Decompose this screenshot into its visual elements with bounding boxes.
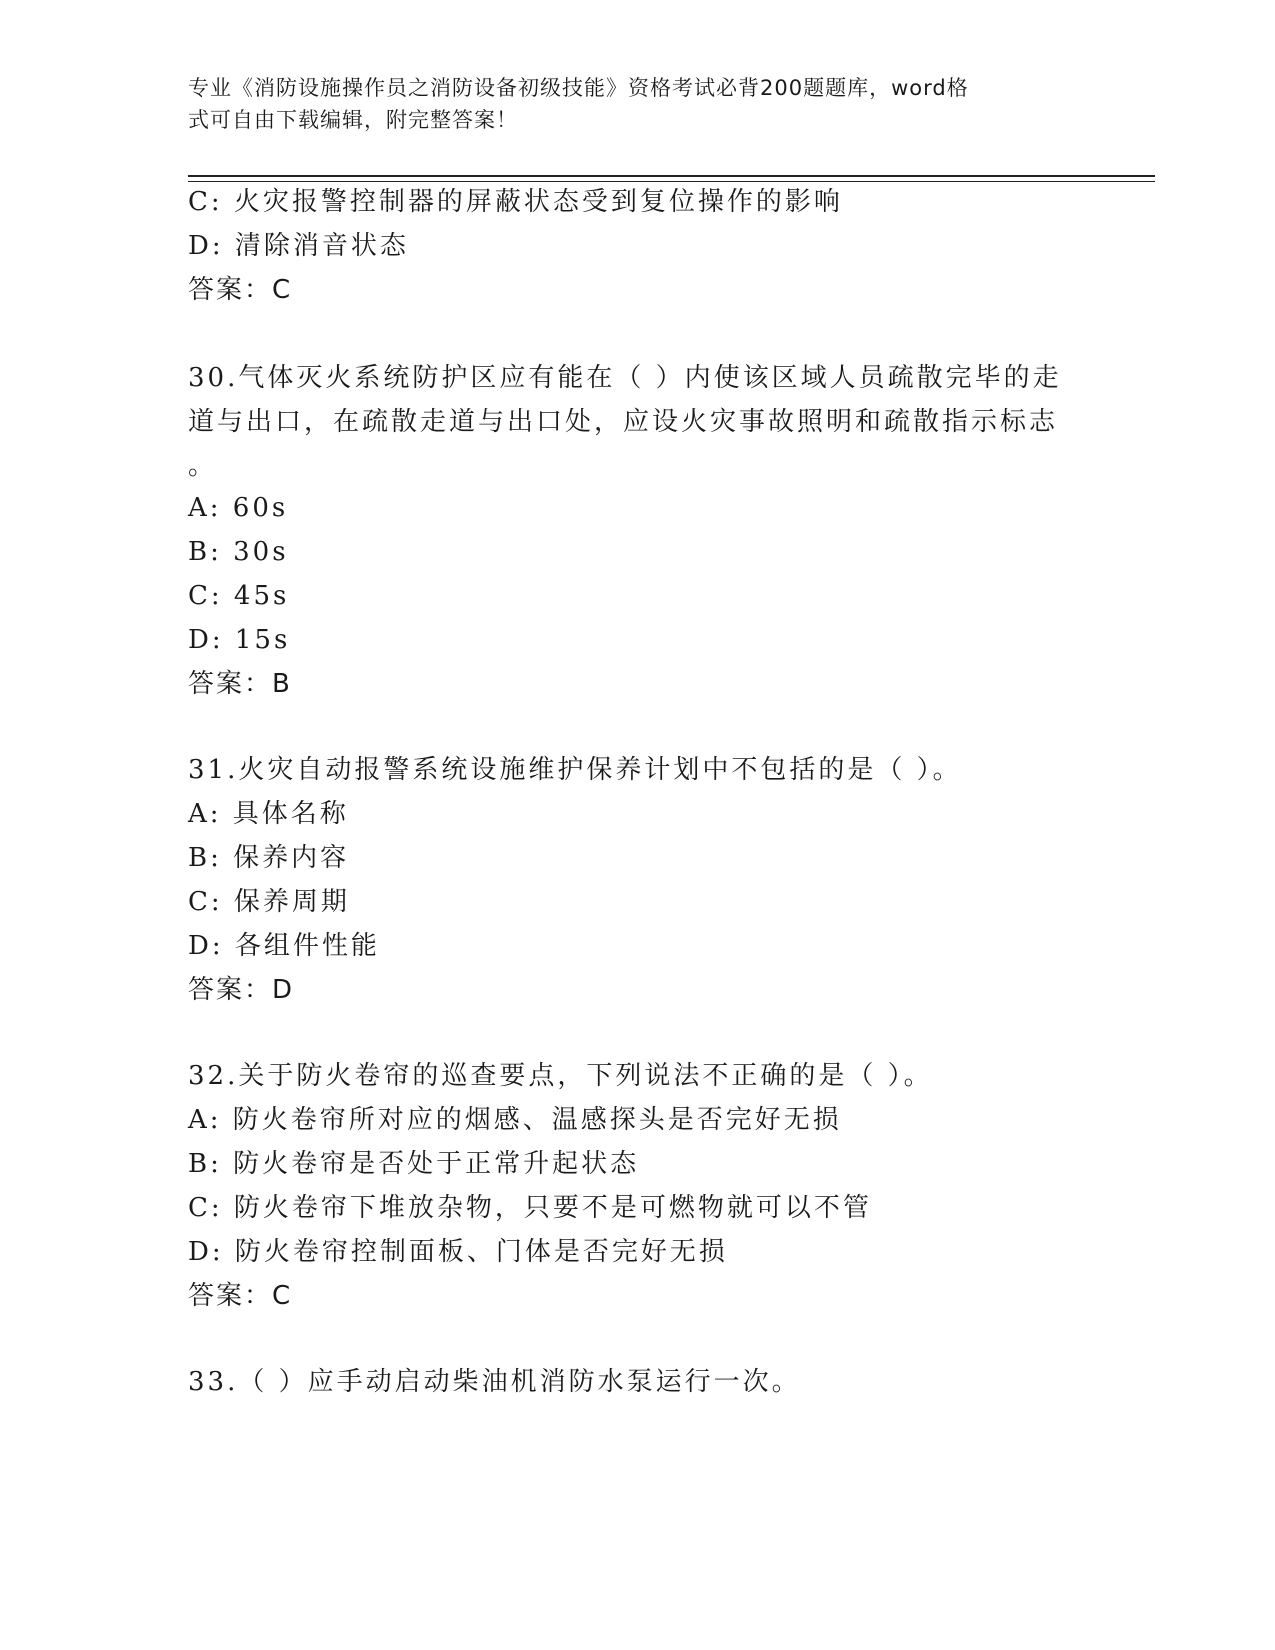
q30-answer: 答案：B	[188, 669, 292, 699]
q33-stem: 33.（ ）应手动启动柴油机消防水泵运行一次。	[188, 1367, 801, 1397]
q32-answer: 答案：C	[188, 1281, 293, 1311]
q30-option-b: B: 30s	[188, 537, 289, 567]
q31-stem: 31.火灾自动报警系统设施维护保养计划中不包括的是（ ）。	[188, 755, 962, 785]
header-rule-thin	[188, 181, 1155, 182]
q31-option-c: C: 保养周期	[188, 887, 350, 917]
q32-option-b: B: 防火卷帘是否处于正常升起状态	[188, 1149, 640, 1179]
q32-stem: 32.关于防火卷帘的巡查要点，下列说法不正确的是（ ）。	[188, 1061, 933, 1091]
q30-stem-line-3: 。	[188, 451, 218, 481]
header-rule-thick	[188, 175, 1155, 177]
q30-option-a: A: 60s	[188, 493, 289, 523]
prev-option-d: D: 清除消音状态	[188, 231, 409, 261]
prev-answer: 答案：C	[188, 275, 293, 305]
q30-stem-line-2: 道与出口，在疏散走道与出口处，应设火灾事故照明和疏散指示标志	[188, 407, 1059, 437]
q30-option-c: C: 45s	[188, 581, 290, 611]
q31-answer: 答案：D	[188, 975, 295, 1005]
q32-option-a: A: 防火卷帘所对应的烟感、温感探头是否完好无损	[188, 1105, 842, 1135]
q32-option-d: D: 防火卷帘控制面板、门体是否完好无损	[188, 1237, 728, 1267]
header-line-2: 式可自由下载编辑，附完整答案！	[188, 108, 518, 132]
q31-option-a: A: 具体名称	[188, 799, 349, 829]
q30-option-d: D: 15s	[188, 625, 291, 655]
q31-option-b: B: 保养内容	[188, 843, 350, 873]
header-line-1: 专业《消防设施操作员之消防设备初级技能》资格考试必背200题题库，word格	[188, 76, 969, 100]
prev-option-c: C: 火灾报警控制器的屏蔽状态受到复位操作的影响	[188, 187, 843, 217]
q32-option-c: C: 防火卷帘下堆放杂物，只要不是可燃物就可以不管	[188, 1193, 872, 1223]
document-header	[188, 72, 1068, 136]
q31-option-d: D: 各组件性能	[188, 931, 380, 961]
q30-stem-line-1: 30.气体灭火系统防护区应有能在（ ）内使该区域人员疏散完毕的走	[188, 363, 1062, 393]
